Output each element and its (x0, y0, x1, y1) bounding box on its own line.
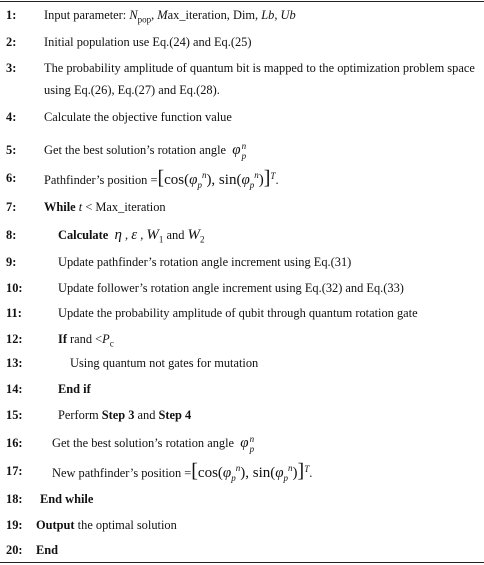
algo-line-15 (0, 405, 484, 425)
line-text: End while (40, 492, 94, 506)
line-text: Using quantum not gates for mutation (70, 356, 259, 370)
bottom-rule (0, 562, 484, 563)
line-number: 8: (6, 228, 17, 242)
line-text: Initial population use Eq.(24) and Eq.(25) (44, 35, 252, 49)
line-number: 11: (6, 306, 22, 320)
line-text: Calculate η , ε , $W_1$ and $W_2$ (58, 227, 205, 245)
line-number: 3: (6, 61, 17, 75)
line-text: Input parameter: $N_{pop}$, Max_iteration, Dim, Lb, Ub (44, 8, 296, 25)
algo-line-14 (0, 379, 484, 399)
line-text: Pathfinder’s position $=[\cos(\varphi_p^n)$, $\sin(\varphi_p^n)]^T$. (44, 167, 279, 190)
line-text: Update follower’s rotation angle increment using Eq.(32) and Eq.(33) (58, 281, 404, 295)
top-rule (0, 1, 484, 2)
line-number: 20: (6, 543, 23, 557)
algo-line-3-continued (0, 80, 484, 100)
line-number: 12: (6, 332, 23, 346)
line-number: 10: (6, 281, 23, 295)
algo-line-13 (0, 353, 484, 373)
line-text: Update the probability amplitude of qubit through quantum rotation gate (58, 306, 418, 320)
line-number: 7: (6, 200, 17, 214)
line-number: 5: (6, 143, 17, 157)
line-number: 18: (6, 492, 23, 506)
line-number: 14: (6, 382, 23, 396)
algo-line-8 (0, 225, 484, 245)
algo-line-11 (0, 303, 484, 323)
line-number: 6: (6, 171, 17, 185)
line-number: 13: (6, 356, 23, 370)
phi-symbol: φ n p (232, 140, 247, 161)
algo-line-4 (0, 107, 484, 127)
algo-line-19 (0, 515, 484, 535)
line-number: 16: (6, 436, 23, 450)
line-text: The probability amplitude of quantum bit is mapped to the optimization problem space (44, 61, 475, 75)
algo-line-1 (0, 5, 484, 25)
algo-line-12 (0, 329, 484, 349)
algo-line-6 (0, 168, 484, 188)
line-number: 4: (6, 110, 17, 124)
line-text: Update pathfinder’s rotation angle increment using Eq.(31) (58, 255, 352, 269)
line-text: End if (58, 382, 91, 396)
algo-line-18 (0, 489, 484, 509)
line-text: End (36, 543, 59, 557)
line-text: Calculate the objective function value (44, 110, 232, 124)
phi-symbol: φ n p (240, 433, 255, 454)
line-text: using Eq.(26), Eq.(27) and Eq.(28). (44, 83, 220, 97)
algo-line-20 (0, 540, 484, 560)
algo-line-16 (0, 433, 484, 453)
algo-line-10 (0, 278, 484, 298)
line-text: New pathfinder’s position $=[\cos(\varphi_p^n)$, $\sin(\varphi_p^n)]^T$. (52, 460, 313, 483)
line-text: If rand $<P_c$ (58, 332, 114, 349)
line-number: 15: (6, 408, 23, 422)
line-number: 2: (6, 35, 17, 49)
line-text: Output the optimal solution (36, 518, 177, 532)
algo-line-3 (0, 58, 484, 78)
algo-line-17 (0, 461, 484, 481)
line-text: Get the best solution’s rotation angle φ n p (44, 140, 247, 161)
line-number: 17: (6, 464, 23, 478)
algo-line-2 (0, 32, 484, 52)
line-number: 19: (6, 518, 23, 532)
line-number: 9: (6, 255, 17, 269)
algo-line-7 (0, 197, 484, 217)
line-text: Get the best solution’s rotation angle φ n p (52, 433, 255, 454)
algo-line-5 (0, 140, 484, 160)
line-text: Perform Step 3 and Step 4 (58, 408, 192, 422)
line-text: While t < Max_iteration (44, 200, 166, 214)
algo-line-9 (0, 252, 484, 272)
line-number: 1: (6, 8, 17, 22)
